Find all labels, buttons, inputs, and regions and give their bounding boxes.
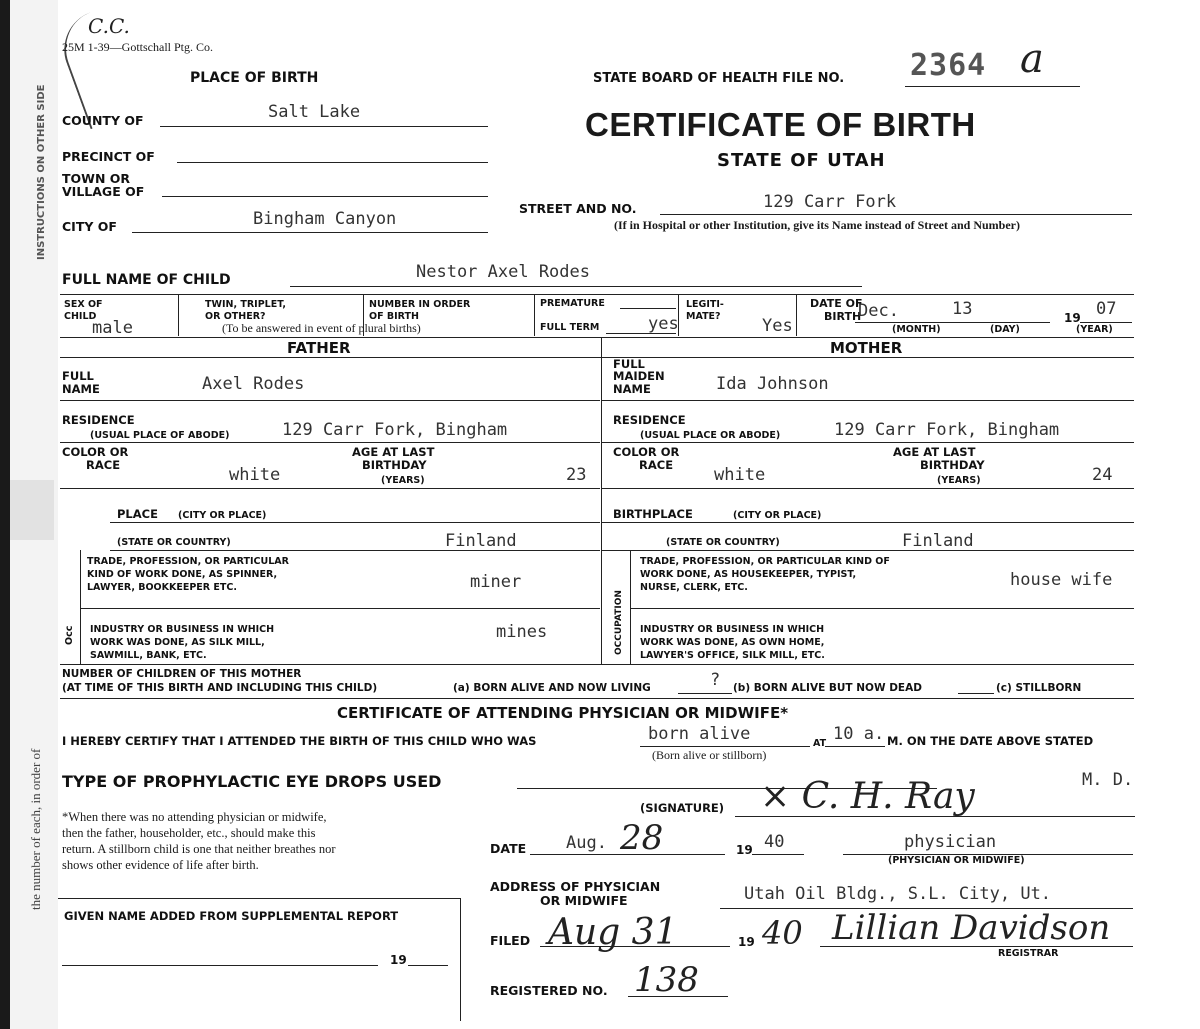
cc-strike-mark (53, 5, 149, 130)
legitimate-label-2: MATE? (686, 311, 721, 322)
registrar-line (820, 946, 1133, 947)
side-instructions-text: INSTRUCTIONS ON OTHER SIDE (36, 84, 47, 260)
full-term-label: FULL TERM (540, 322, 600, 333)
cc-note: C.C. (88, 14, 130, 38)
supplemental-year-line (408, 965, 448, 966)
dob-line (855, 322, 1050, 323)
mother-age-value: 24 (1092, 465, 1113, 485)
precinct-line (177, 162, 488, 163)
physician-role-label: (PHYSICIAN OR MIDWIFE) (888, 855, 1025, 866)
father-name-line (60, 400, 600, 401)
mother-heading: MOTHER (830, 339, 903, 357)
mother-state-label: (STATE OR COUNTRY) (666, 537, 780, 548)
md-label: M. D. (1082, 770, 1134, 790)
time-value: 10 a. (833, 724, 885, 744)
time-suffix: M. ON THE DATE ABOVE STATED (887, 734, 1094, 748)
father-industry-label-1: INDUSTRY OR BUSINESS IN WHICH (90, 624, 275, 635)
father-trade-label-3: LAWYER, BOOKKEEPER ETC. (87, 582, 237, 593)
child-name-label: FULL NAME OF CHILD (62, 272, 231, 288)
midwife-note-3: return. A stillborn child is one that neither breathes nor (62, 842, 336, 856)
mother-trade-label-3: NURSE, CLERK, ETC. (640, 582, 748, 593)
father-birthplace-sub: (CITY OR PLACE) (178, 510, 267, 521)
supplemental-line (62, 965, 378, 966)
dob-day: 13 (952, 299, 973, 319)
child-row-divider-1 (178, 294, 179, 336)
father-industry-label-2: WORK WAS DONE, AS SILK MILL, (90, 637, 265, 648)
father-residence-sub: (USUAL PLACE OF ABODE) (90, 430, 230, 441)
physician-heading: CERTIFICATE OF ATTENDING PHYSICIAN OR MIDWIFE* (337, 704, 789, 722)
mother-age-label-2: BIRTHDAY (920, 458, 985, 472)
child-row-divider-5 (796, 294, 797, 336)
plural-note: (To be answered in event of plural births) (222, 321, 421, 335)
legitimate-value: Yes (762, 316, 793, 336)
physician-date-year-line (752, 854, 804, 855)
father-residence-value: 129 Carr Fork, Bingham (282, 420, 508, 440)
mother-industry-label-3: LAWYER'S OFFICE, SILK MILL, ETC. (640, 650, 825, 661)
town-label: TOWN OR (62, 171, 131, 186)
state-heading: STATE OF UTAH (717, 150, 886, 171)
city-label: CITY OF (62, 219, 117, 234)
physician-role-value: physician (904, 832, 997, 852)
mother-name-value: Ida Johnson (716, 374, 829, 394)
place-of-birth-heading: PLACE OF BIRTH (190, 70, 319, 86)
father-heading: FATHER (287, 339, 351, 357)
physician-address-label-2: OR MIDWIFE (540, 893, 628, 908)
parents-heading-line (60, 357, 1134, 358)
filed-year-prefix: 19 (738, 935, 755, 949)
day-label: (DAY) (990, 324, 1020, 335)
father-residence-label: RESIDENCE (62, 413, 135, 427)
premature-line (620, 308, 676, 309)
father-state-line (110, 550, 600, 551)
file-no-value: 2364 (910, 48, 987, 83)
father-birthplace-label: PLACE (117, 507, 158, 521)
file-no-line (905, 86, 1080, 87)
physician-date-line (530, 854, 725, 855)
father-name-label-1: FULL (62, 369, 94, 383)
father-color-label-2: RACE (86, 458, 121, 472)
full-term-line (606, 333, 676, 334)
certificate-title: CERTIFICATE OF BIRTH (585, 106, 976, 143)
children-bottom-line (60, 698, 1134, 699)
father-trade-value: miner (470, 572, 522, 592)
parents-center-divider (601, 337, 602, 665)
now-dead-label: (b) BORN ALIVE BUT NOW DEAD (733, 682, 922, 694)
mother-color-value: white (714, 465, 766, 485)
dob-year-prefix: 19 (1064, 311, 1081, 325)
city-value: Bingham Canyon (253, 209, 397, 229)
father-state-label: (STATE OR COUNTRY) (117, 537, 231, 548)
physician-signature: × C. H. Ray (760, 776, 975, 817)
dob-label-2: BIRTH (824, 310, 862, 323)
file-no-label: STATE BOARD OF HEALTH FILE NO. (593, 71, 845, 86)
certify-text: I HEREBY CERTIFY THAT I ATTENDED THE BIRTH OF THIS CHILD WHO WAS (62, 734, 537, 748)
registered-value: 138 (634, 960, 699, 1000)
born-alive-value: ? (710, 670, 721, 690)
now-dead-line (958, 693, 994, 694)
sex-label-2: CHILD (64, 311, 97, 322)
order-label-2: OF BIRTH (369, 311, 419, 322)
midwife-note-1: *When there was no attending physician or midwife, (62, 810, 327, 824)
born-alive-line (678, 693, 732, 694)
mother-age-label-1: AGE AT LAST (893, 445, 976, 459)
street-note: (If in Hospital or other Institution, give its Name instead of Street and Number) (614, 218, 1020, 232)
supplemental-heading: GIVEN NAME ADDED FROM SUPPLEMENTAL REPORT (64, 909, 399, 923)
filed-year: 40 (762, 914, 803, 952)
mother-birthplace-sub: (CITY OR PLACE) (733, 510, 822, 521)
midwife-note-2: then the father, householder, etc., should make this (62, 826, 316, 840)
children-label-1: NUMBER OF CHILDREN OF THIS MOTHER (62, 668, 302, 680)
father-age-value: 23 (566, 465, 587, 485)
mother-residence-sub: (USUAL PLACE OR ABODE) (640, 430, 781, 441)
filed-date-line (540, 946, 730, 947)
precinct-label: PRECINCT OF (62, 149, 155, 164)
father-name-value: Axel Rodes (202, 374, 305, 394)
father-color-label-1: COLOR OR (62, 445, 129, 459)
mother-trade-label-2: WORK DONE, AS HOUSEKEEPER, TYPIST, (640, 569, 857, 580)
village-line (162, 196, 488, 197)
full-term-value: yes (648, 314, 679, 334)
mother-name-label-1: FULL (613, 357, 645, 371)
printer-line: 25M 1-39—Gottschall Ptg. Co. (62, 40, 214, 54)
physician-address-value: Utah Oil Bldg., S.L. City, Ut. (744, 884, 1052, 904)
father-occupation-side: Occ (64, 625, 75, 645)
eye-drops-label: TYPE OF PROPHYLACTIC EYE DROPS USED (62, 772, 442, 791)
left-margin-edge (0, 0, 10, 1029)
parents-bottom-line (60, 664, 1134, 665)
mother-name-line (601, 400, 1134, 401)
county-line (160, 126, 488, 127)
county-label: COUNTY OF (62, 113, 144, 128)
mother-residence-line (601, 442, 1134, 443)
father-age-label-3: (YEARS) (381, 475, 425, 486)
mother-residence-value: 129 Carr Fork, Bingham (834, 420, 1060, 440)
registrar-signature: Lillian Davidson (832, 908, 1111, 948)
left-tear-mark (10, 480, 54, 540)
mother-trade-value: house wife (1010, 570, 1113, 590)
filed-label: FILED (490, 933, 531, 948)
year-label: (YEAR) (1076, 324, 1113, 335)
dob-label-1: DATE OF (810, 297, 863, 310)
sex-label-1: SEX OF (64, 299, 103, 310)
midwife-note-4: shows other evidence of life after birth. (62, 858, 259, 872)
mother-color-label-2: RACE (639, 458, 674, 472)
time-line (825, 746, 885, 747)
registered-line (628, 996, 728, 997)
born-status-line (640, 746, 810, 747)
mother-name-label-3: NAME (613, 382, 651, 396)
mother-industry-label-1: INDUSTRY OR BUSINESS IN WHICH (640, 624, 825, 635)
child-name-line (290, 286, 862, 287)
street-line (660, 214, 1132, 215)
father-age-label-2: BIRTHDAY (362, 458, 427, 472)
filed-date: Aug 31 (548, 912, 678, 953)
children-label-2: (AT TIME OF THIS BIRTH AND INCLUDING THIS CHILD) (62, 682, 378, 694)
mother-residence-label: RESIDENCE (613, 413, 686, 427)
mother-birthplace-line (601, 522, 1134, 523)
mother-birthplace-label: BIRTHPLACE (613, 507, 693, 521)
father-birthplace-value: Finland (445, 531, 517, 551)
supplemental-year-prefix: 19 (390, 953, 407, 967)
child-row-divider-3 (534, 294, 535, 336)
street-value: 129 Carr Fork (763, 192, 897, 212)
sex-value: male (92, 318, 133, 338)
signature-label: (SIGNATURE) (640, 801, 725, 815)
village-label: VILLAGE OF (62, 184, 145, 199)
father-age-label-1: AGE AT LAST (352, 445, 435, 459)
mother-color-label-1: COLOR OR (613, 445, 680, 459)
child-row-top-line (60, 294, 1134, 295)
physician-date-year-prefix: 19 (736, 843, 753, 857)
mother-age-label-3: (YEARS) (937, 475, 981, 486)
city-line (132, 232, 488, 233)
dob-year-line (1080, 322, 1132, 323)
mother-trade-line (630, 608, 1134, 609)
registrar-label: REGISTRAR (998, 948, 1059, 959)
physician-date-month: Aug. (566, 833, 607, 853)
mother-state-line (601, 550, 1134, 551)
mother-occupation-side: OCCUPATION (614, 590, 624, 655)
legitimate-label-1: LEGITI- (686, 299, 724, 310)
twin-label-2: OR OTHER? (205, 311, 266, 322)
father-industry-value: mines (496, 622, 548, 642)
file-no-suffix: a (1020, 36, 1044, 82)
side-order-text: the number of each, in order of (28, 748, 43, 910)
father-industry-label-3: SAWMILL, BANK, ETC. (90, 650, 207, 661)
father-trade-label-1: TRADE, PROFESSION, OR PARTICULAR (87, 556, 289, 567)
father-color-value: white (229, 465, 281, 485)
county-value: Salt Lake (268, 102, 361, 122)
mother-name-label-2: MAIDEN (613, 369, 665, 383)
month-label: (MONTH) (892, 324, 941, 335)
born-status-value: born alive (648, 724, 751, 744)
father-name-label-2: NAME (62, 382, 100, 396)
physician-date-label: DATE (490, 841, 527, 856)
father-birthplace-line (110, 522, 600, 523)
premature-label: PREMATURE (540, 298, 605, 309)
order-label-1: NUMBER IN ORDER (369, 299, 471, 310)
father-residence-line (60, 442, 600, 443)
registered-label: REGISTERED NO. (490, 983, 608, 998)
born-alive-label: (a) BORN ALIVE AND NOW LIVING (453, 682, 651, 694)
physician-address-label-1: ADDRESS OF PHYSICIAN (490, 879, 661, 894)
physician-date-day: 28 (620, 818, 664, 858)
father-trade-label-2: KIND OF WORK DONE, AS SPINNER, (87, 569, 278, 580)
twin-label-1: TWIN, TRIPLET, (205, 299, 286, 310)
signature-line (735, 816, 1135, 817)
mother-trade-label-1: TRADE, PROFESSION, OR PARTICULAR KIND OF (640, 556, 890, 567)
father-color-line (60, 488, 600, 489)
mother-birthplace-value: Finland (902, 531, 974, 551)
physician-date-year: 40 (764, 832, 785, 852)
father-trade-line (80, 608, 600, 609)
stillborn-label: (c) STILLBORN (996, 682, 1082, 694)
at-label: AT (813, 738, 827, 749)
child-name-value: Nestor Axel Rodes (416, 262, 590, 282)
born-status-note: (Born alive or stillborn) (652, 748, 767, 762)
mother-industry-label-2: WORK WAS DONE, AS OWN HOME, (640, 637, 825, 648)
street-label: STREET AND NO. (519, 201, 637, 216)
dob-year: 07 (1096, 299, 1117, 319)
parents-top-line (60, 337, 1134, 338)
dob-month: Dec. (858, 301, 899, 321)
mother-color-line (601, 488, 1134, 489)
